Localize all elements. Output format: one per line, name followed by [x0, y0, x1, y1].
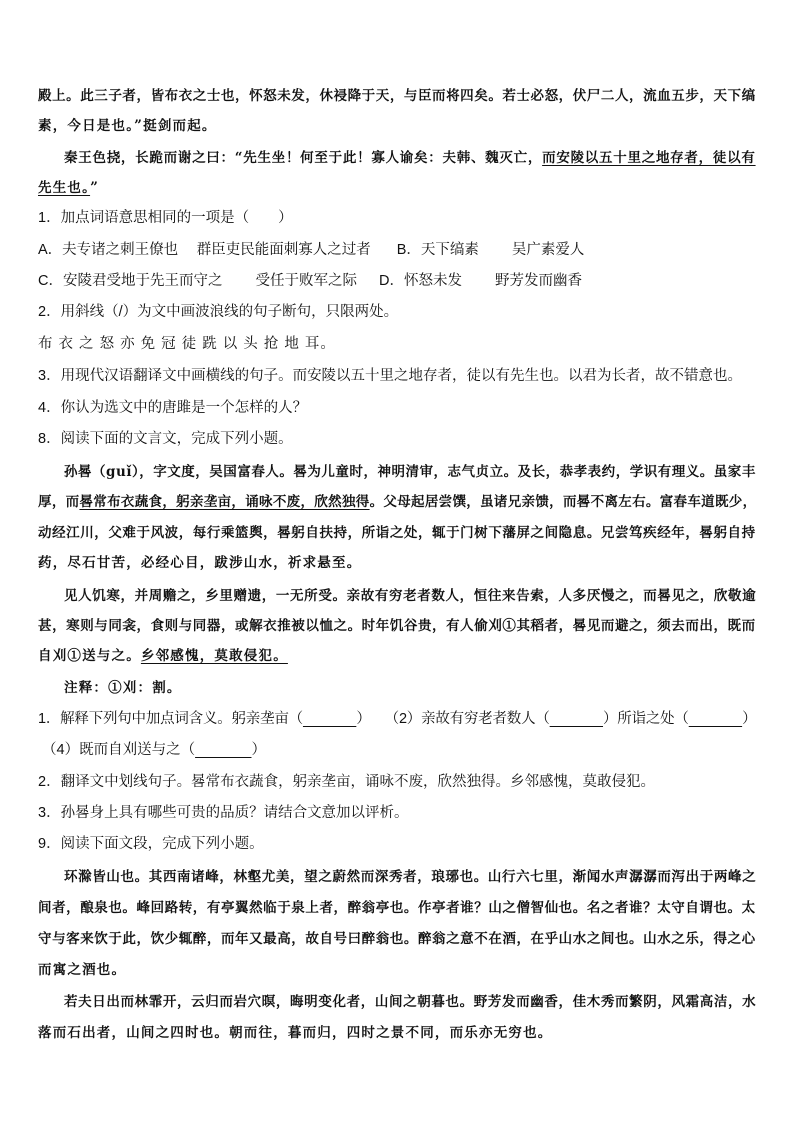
question-4-stem: 4．你认为选文中的唐雎是一个怎样的人？	[38, 400, 308, 416]
passage3-line4: 而寓之酒也。	[38, 962, 127, 978]
question-8-sub-2: 2．翻译文中划线句子。晷常布衣蔬食，躬亲垄亩，诵咏不废，欣然独得。乡邻感愧，莫敢侵犯。	[38, 774, 656, 790]
passage2-line7-start: 自刈①送与之。	[38, 648, 141, 664]
question-3-stem: 3．用现代汉语翻译文中画横线的句子。而安陵以五十里之地存者，徒以有先生也。以君为长者，故不错意也。	[38, 368, 743, 384]
question-8-sub-1	[38, 707, 756, 728]
answer-blank-2[interactable]	[550, 711, 603, 727]
underlined-sentence: 而安陵以五十里之地存者，徒以有	[542, 150, 756, 166]
option-d[interactable]: D．怀怒未发 野芳发而幽香	[379, 273, 582, 289]
passage2-line4: 药，尽石甘苦，必经心目，跋涉山水，祈求悬至。	[38, 555, 362, 571]
question-8-sub-3: 3．孙晷身上具有哪些可贵的品质？请结合文意加以评析。	[38, 805, 409, 821]
closing-quote: ”	[90, 180, 100, 196]
sub1-text-c: ）所诣之处（	[603, 711, 689, 727]
question-1-stem: 1．加点词语意思相同的一项是（ ）	[38, 210, 293, 226]
passage2-line2-start: 厚，而	[38, 494, 80, 510]
passage2-line3: 动经江川，父难于风波，每行乘篮舆，晷躬自扶持，所诣之处，辄于门树下藩屏之间隐息。兄尝笃疾经年，晷躬自持	[38, 525, 756, 541]
option-a[interactable]: A．夫专诸之刺王僚也 群臣吏民能面刺寡人之过者	[38, 242, 371, 258]
passage1-line4	[38, 176, 99, 196]
passage1-line1: 殿上。此三子者，皆布衣之士也，怀怒未发，休祲降于天，与臣而将四矣。若士必怒，伏尸二人，流血五步，天下缟	[38, 88, 756, 104]
passage1-line3	[64, 146, 756, 166]
passage2-line1: 孙晷（guǐ），字文度，吴国富春人。晷为儿童时，神明清审，志气贞立。及长，恭孝表约，学识有理义。虽家丰	[64, 464, 756, 480]
passage3-line6: 落而石出者，山间之四时也。朝而往，暮而归，四时之景不同，而乐亦无穷也。	[38, 1025, 553, 1041]
question-9-stem: 9．阅读下面文段，完成下列小题。	[38, 836, 264, 852]
question-8-stem: 8．阅读下面的文言文，完成下列小题。	[38, 431, 293, 447]
passage3-line1: 环滁皆山也。其西南诸峰，林壑尤美，望之蔚然而深秀者，琅琊也。山行六七里，渐闻水声潺潺而泻出于两峰之	[64, 869, 757, 885]
passage2-line2	[38, 490, 756, 510]
sub1-text-a: 1．解释下列句中加点词含义。躬亲垄亩（	[38, 711, 303, 727]
underlined-sentence-1: 晷常布衣蔬食，躬亲垄亩，诵咏不废，欣然独得	[79, 494, 370, 510]
answer-blank-4[interactable]	[195, 742, 251, 758]
question-8-sub-1-cont	[42, 738, 266, 759]
sub1-text-f: ）	[251, 742, 266, 758]
sub1-text-e: （4）既而自刈送与之（	[42, 742, 196, 758]
passage2-line2-end: 。父母起居尝馔，虽诸兄亲馈，而晷不离左右。富春车道既少，	[369, 494, 757, 510]
passage3-line3: 守与客来饮于此，饮少辄醉，而年又最高，故自号曰醉翁也。醉翁之意不在酒，在乎山水之间也。山水之乐，得之心	[38, 931, 756, 947]
question-2-stem: 2．用斜线（/）为文中画波浪线的句子断句，只限两处。	[38, 304, 399, 320]
answer-blank-3[interactable]	[689, 711, 742, 727]
underlined-sentence-2: 乡邻感愧，莫敢侵犯。	[140, 648, 288, 664]
passage3-line2: 间者，酿泉也。峰回路转，有亭翼然临于泉上者，醉翁亭也。作亭者谁？山之僧智仙也。名之者谁？太守自谓也。太	[38, 900, 756, 916]
option-c[interactable]: C．安陵君受地于先王而守之 受任于败军之际	[38, 273, 357, 289]
sub1-text-d: ）	[742, 711, 757, 727]
answer-blank-1[interactable]	[303, 711, 356, 727]
passage1-line2: 素，今日是也。”挺剑而起。	[38, 118, 217, 134]
passage3-line5: 若夫日出而林霏开，云归而岩穴暝，晦明变化者，山间之朝暮也。野芳发而幽香，佳木秀而繁阴，风霜高洁，水	[64, 994, 757, 1010]
passage2-line7	[38, 644, 288, 664]
underlined-sentence-end: 先生也。	[38, 180, 91, 196]
passage2-line5: 见人饥寒，并周赡之，乡里赠遗，一无所受。亲故有穷老者数人，恒往来告索，人多厌慢之，而晷见之，欣敬逾	[64, 588, 757, 604]
annotation-note: 注释：①刈：割。	[64, 680, 182, 696]
passage2-line6: 甚，寒则与同衾，食则与同器，或解衣推被以恤之。时年饥谷贵，有人偷刈①其稻者，晷见而避之，须去而出，既而	[38, 618, 756, 634]
option-b[interactable]: B．天下缟素 吴广素爱人	[396, 242, 585, 258]
sub1-text-b: ） （2）亲故有穷老者数人（	[356, 711, 550, 727]
question-2-sentence: 布 衣 之 怒 亦 免 冠 徒 跣 以 头 抢 地 耳。	[38, 336, 336, 352]
question-1-options-row1	[38, 238, 584, 259]
passage1-line3-text: 秦王色挠，长跪而谢之曰：“先生坐！何至于此！寡人谕矣：夫韩、魏灭亡，	[64, 150, 543, 166]
question-1-options-row2	[38, 269, 582, 290]
